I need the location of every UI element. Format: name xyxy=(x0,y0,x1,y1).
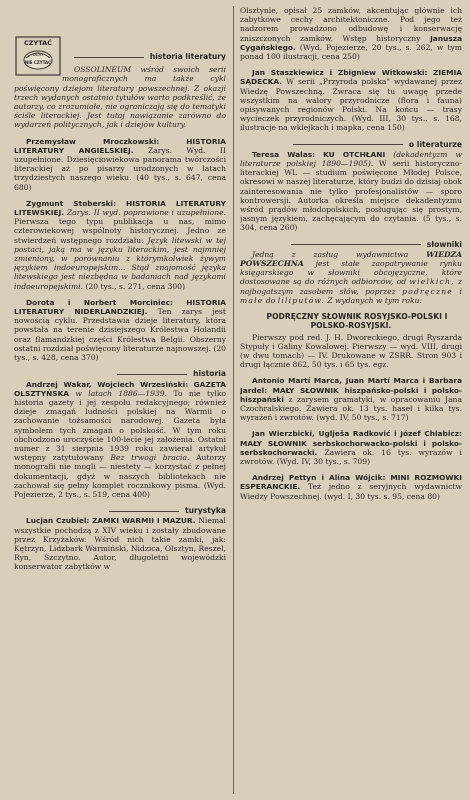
column-divider xyxy=(233,6,234,794)
section-historia-literatury: historia literatury xyxy=(14,52,226,61)
czytac-logo-icon xyxy=(14,34,62,78)
entry-wakar: Andrzej Wakar, Wojciech Wrzesiński: GAZETA OLSZTYŃSKA w latach 1886—1939. To nie tylko historia gazety i jej zespołu redakcyjnego; również dzieje zmagań ludności polskiej na Warmii o zachowanie tożsamości narodowej. Gazeta była symbolem tych zmagań o polskość. W tym roku obchodzono uroczyście 100-lecie jej założenia. Ostatni numer z 31 sierpnia 1939 roku zawierał artykuł wstępny zatytułowany Bez trwogi bracia. Autorzy monografii nie mogli — niestety — korzystać z pełnej dokumentacji, gdyż w naszych bibliotekach nie zachował się pełny komplet rocznikowy pisma. (Wyd. Pojezierze, 2 tys., s. 519, cena 400) xyxy=(14,379,226,499)
logo-middle-text: albo xyxy=(33,53,43,58)
entry-marti: Antonio Martí Marca, Juan Martí Marca i Barbara Jardel: MAŁY SŁOWNIK hiszpańsko-polski i polsko-hiszpański z zarysem gramatyki, w opracowaniu Jana Czochralskiego. Zawiera ok. 13 tys. haseł i kilka tys. wyrażeń i zwrotów. (wyd. IV, 50 tys., s. 717) xyxy=(240,376,462,423)
entry-staszkiewicz: Jan Staszkiewicz i Zbigniew Witkowski: ZIEMIA SĄDECKA. W serii „Przyroda polska" wydawanej przez Wiedzę Powszechną. Zwraca się tu uwagę przede wszystkim na walory przyrodnicze (flora i fauna) opisywanych regionów Polski. Na końcu — trasy wycieczek przyrodniczych. (Wyd. III, 30 tys., s. 168, ilustracje na wklejkach i mapka, cena 150) xyxy=(240,68,462,133)
entry-czubiel: Lucjan Czubiel: ZAMKI WARMII I MAZUR. Niemal wszystkie pochodzą z XIV wieku i zostały zbudowane przez Krzyżaków. Wśród nich takie zamki, jak: Kętrzyn, Lidzbark Warmiński, Nidzica, Olsztyn, Reszel, Ryn, Szczytno. Autor, długoletni wojewódzki konserwator zabytków w xyxy=(14,516,226,572)
section-o-literaturze: o literaturze xyxy=(240,140,462,149)
right-column xyxy=(240,6,462,796)
entry-rosyjski-title: PODRĘCZNY SŁOWNIK ROSYJSKO-POLSKI I POLSKO-ROSYJSKI. xyxy=(266,312,448,331)
logo-bottom-text: NIE CZYTAĆ xyxy=(24,60,52,65)
section-historia: historia xyxy=(14,369,226,378)
logo-top-text: CZYTAĆ xyxy=(24,39,52,47)
entry-stoberski: Zygmunt Stoberski: HISTORIA LITERATURY LITEWSKIEJ. Zarys. II wyd. poprawione i uzupełnione. Pierwsza tego typu publikacja u nas, mimo czterowiekowej wspólnoty historycznej. Jedno ze stwierdzeń wstępnego rozdziału: Język litewski w tej postaci, jaką ma w języku literackim, jest najmniej zmieniony, w porównaniu z którymkolwiek żywym językiem indoeuropejskim... Stąd znajomość języka litewskiego jest niezbędna w badaniach nad językami indoeuropejskimi. (20 tys., s. 271, cena 300) xyxy=(14,198,226,291)
entry-czubiel-cont: Olsztynie, opisał 25 zamków, akcentując głównie ich zabytkowe cechy architektoniczne. Pod jego też nadzorem prowadzono odbudowę i konserwację zniszczonych zamków. Wstęp historyczny Janusza Cygańskiego. (Wyd. Pojezierze, 20 tys., s. 262, w tym ponad 100 ilustracji, cena 250) xyxy=(240,6,462,62)
entry-walas: Teresa Walas: KU OTCHŁANI (dekadentyzm w literaturze polskiej 1890—1905). W serii historyczno-literackiej WL — studium poświęcone Młodej Polsce, okresowi w naszej literaturze, który budzi do dzisiaj obok zainteresowania nie tylko profesjonalistów — sporo kontrowersji. Autorka określa miejsce dekadentyzmu wśród prądów młodopolskich, posługując się prostym, jasnym językiem, zachęcającym do czytania. (5 tys., s. 304, cena 260) xyxy=(240,149,462,233)
entry-pettyn: Andrzej Pettyn i Alina Wójcik: MINI ROZMOWKI ESPERANCKIE. Też jedno z seryjnych wydawnictw Wiedzy Powszechnej. (wyd. I, 30 tys. s. 95, cena 80) xyxy=(240,473,462,501)
left-column xyxy=(14,6,226,796)
entry-wierzbicki: Jan Wierzbicki, Uglješa Radković i Józef Chlabicz: MAŁY SŁOWNIK serbskochorwacko-polski i polsko-serbskochorwacki. Zawiera ok. 16 tys. wyrazów i zwrotów. (Wyd. IV, 30 tys., s. 709) xyxy=(240,429,462,466)
entry-rosyjski: Pierwszy pod red. J. H. Dworeckiego, drugi Ryszarda Stypuły i Galiny Kowalowej. Pierwszy — wyd. VIII, drugi (w dwu tomach) — IV. Drukowane w ZSRR. Stron 903 i drugi łącznie 862, 50 tys. i 65 tys. egz. xyxy=(240,332,462,370)
entry-mroczkowski: Przemysław Mroczkowski: HISTORIA LITERATURY ANGIELSKIEJ. Zarys. Wyd. II uzupełnione. Dziesięciowiekowa panorama twórczości literackiej aż po pisarzy urodzonych w latach trzydziestych naszego wieku. (40 tys., s. 647, cena 680) xyxy=(14,136,226,192)
section-slowniki: słowniki xyxy=(240,240,462,249)
intro-paragraph: OSSOLINEUM wśród swoich serii monograficznych ma także cykl poświęcony dziejom literatury powszechnej. Z okazji trzech wydanych ostatnio tytułów warto podkreślić, że autorzy, co zrozumiałe, nie ograniczają się do tematyki ściśle literackiej. Jest tutaj nawiązanie zarówno do wydarzeń politycznych, jak i dziejów kultury. xyxy=(14,65,226,130)
slowniki-intro: Jedną z zasług wydawnictwa WIEDZA POWSZECHNA jest stałe zaopatrywanie rynku księgarskiego w słowniki obcojęzyczne, które dostosowane są do różnych odbiorców, od wielkich, z najbogatszym zasobem słów, poprzez podręczne i małe do liliputów. Z wydanych w tym roku: xyxy=(240,249,462,305)
entry-morciniec: Dorota i Norbert Morciniec: HISTORIA LITERATURY NIDERLANDZKIEJ. Ten zarys jest nowością cyklu. Przedstawia dzieje literatury, która powstała na terenie dzisiejszego Królestwa Holandii oraz flamandzkiej części Królestwa Belgii. Obszerny ostatni rozdział poświęcony literaturze najnowszej. (20 tys., s. 428, cena 370) xyxy=(14,297,226,363)
section-turystyka: turystyka xyxy=(14,506,226,515)
